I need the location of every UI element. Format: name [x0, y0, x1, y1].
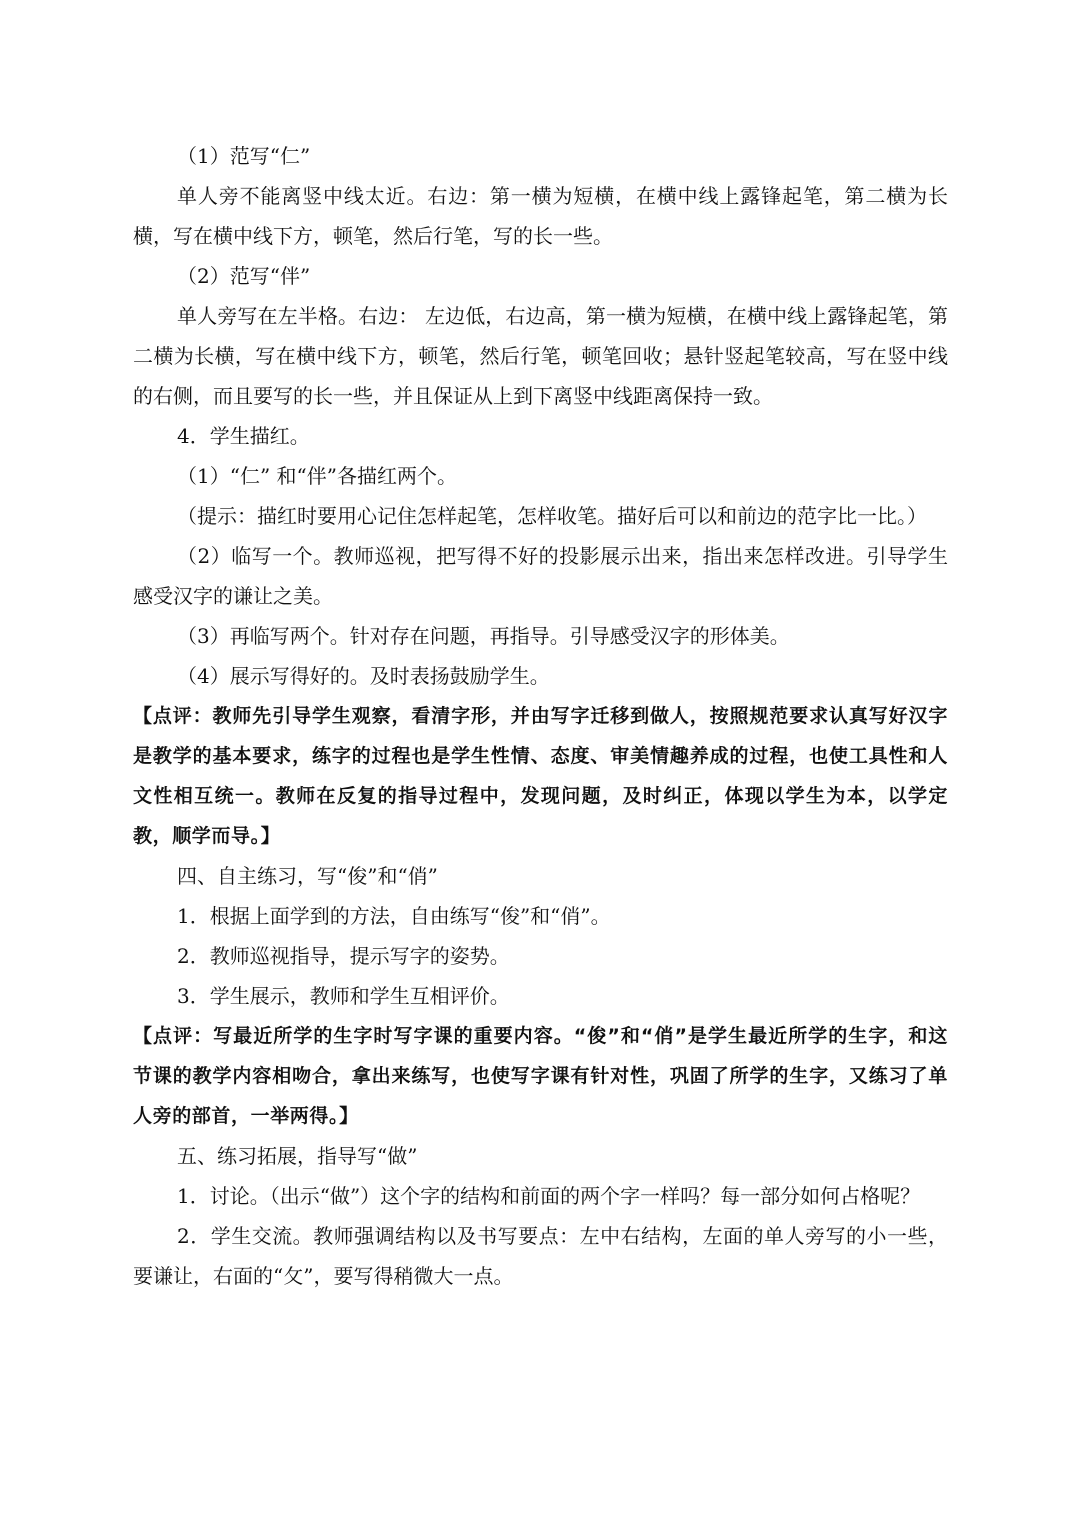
review-comment-2: 【点评：写最近所学的生字时写字课的重要内容。“俊”和“俏”是学生最近所学的生字，和这节课的教学内容相吻合，拿出来练写，也使写字课有针对性，巩固了所学的生字，又练习了单人旁的部首，一举两得。】 — [133, 1025, 948, 1127]
paragraph-show-good: （4）展示写得好的。及时表扬鼓励学生。 — [177, 664, 550, 688]
paragraph-trace-two-each: （1）“仁” 和“伴”各描红两个。 — [177, 464, 457, 488]
section-heading-4: 四、自主练习，写“俊”和“俏” — [177, 864, 438, 888]
step-4-tracing: 4．学生描红。 — [177, 424, 310, 448]
subheading-fanxie-ren: （1）范写“仁” — [177, 144, 311, 168]
step-2-student-exchange: 2．学生交流。教师强调结构以及书写要点：左中右结构，左面的单人旁写的小一些，要谦让，右面的“攵”，要写得稍微大一点。 — [133, 1224, 948, 1288]
review-comment-1: 【点评：教师先引导学生观察，看清字形，并由写字迁移到做人，按照规范要求认真写好汉字是教学的基本要求，练字的过程也是学生性情、态度、审美情趣养成的过程，也使工具性和人文性相互统一。教师在反复的指导过程中，发现问题，及时纠正，体现以学生为本，以学定教，顺学而导。】 — [133, 705, 948, 847]
paragraph-ban-instructions: 单人旁写在左半格。右边： 左边低，右边高，第一横为短横，在横中线上露锋起笔，第二横为长横，写在横中线下方，顿笔，然后行笔，顿笔回收；悬针竖起笔较高，写在竖中线的右侧，而且要写的长一些，并且保证从上到下离竖中线距离保持一致。 — [133, 304, 948, 408]
document-body — [133, 136, 948, 1296]
step-3-student-display: 3．学生展示，教师和学生互相评价。 — [177, 984, 510, 1008]
step-1-discussion: 1．讨论。（出示“做”）这个字的结构和前面的两个字一样吗？每一部分如何占格呢？ — [177, 1184, 921, 1208]
subheading-fanxie-ban: （2）范写“伴” — [177, 264, 311, 288]
step-1-free-practice: 1．根据上面学到的方法，自由练写“俊”和“俏”。 — [177, 904, 611, 928]
step-2-teacher-guidance: 2．教师巡视指导，提示写字的姿势。 — [177, 944, 510, 968]
paragraph-copy-two: （3）再临写两个。针对存在问题，再指导。引导感受汉字的形体美。 — [177, 624, 790, 648]
paragraph-copy-one: （2）临写一个。教师巡视，把写得不好的投影展示出来，指出来怎样改进。引导学生感受汉字的谦让之美。 — [133, 544, 948, 608]
paragraph-tracing-tip: （提示：描红时要用心记住怎样起笔，怎样收笔。描好后可以和前边的范字比一比。） — [177, 504, 927, 528]
section-heading-5: 五、练习拓展，指导写“做” — [177, 1144, 418, 1168]
paragraph-ren-instructions: 单人旁不能离竖中线太近。右边：第一横为短横，在横中线上露锋起笔，第二横为长横，写在横中线下方，顿笔，然后行笔，写的长一些。 — [133, 184, 948, 248]
